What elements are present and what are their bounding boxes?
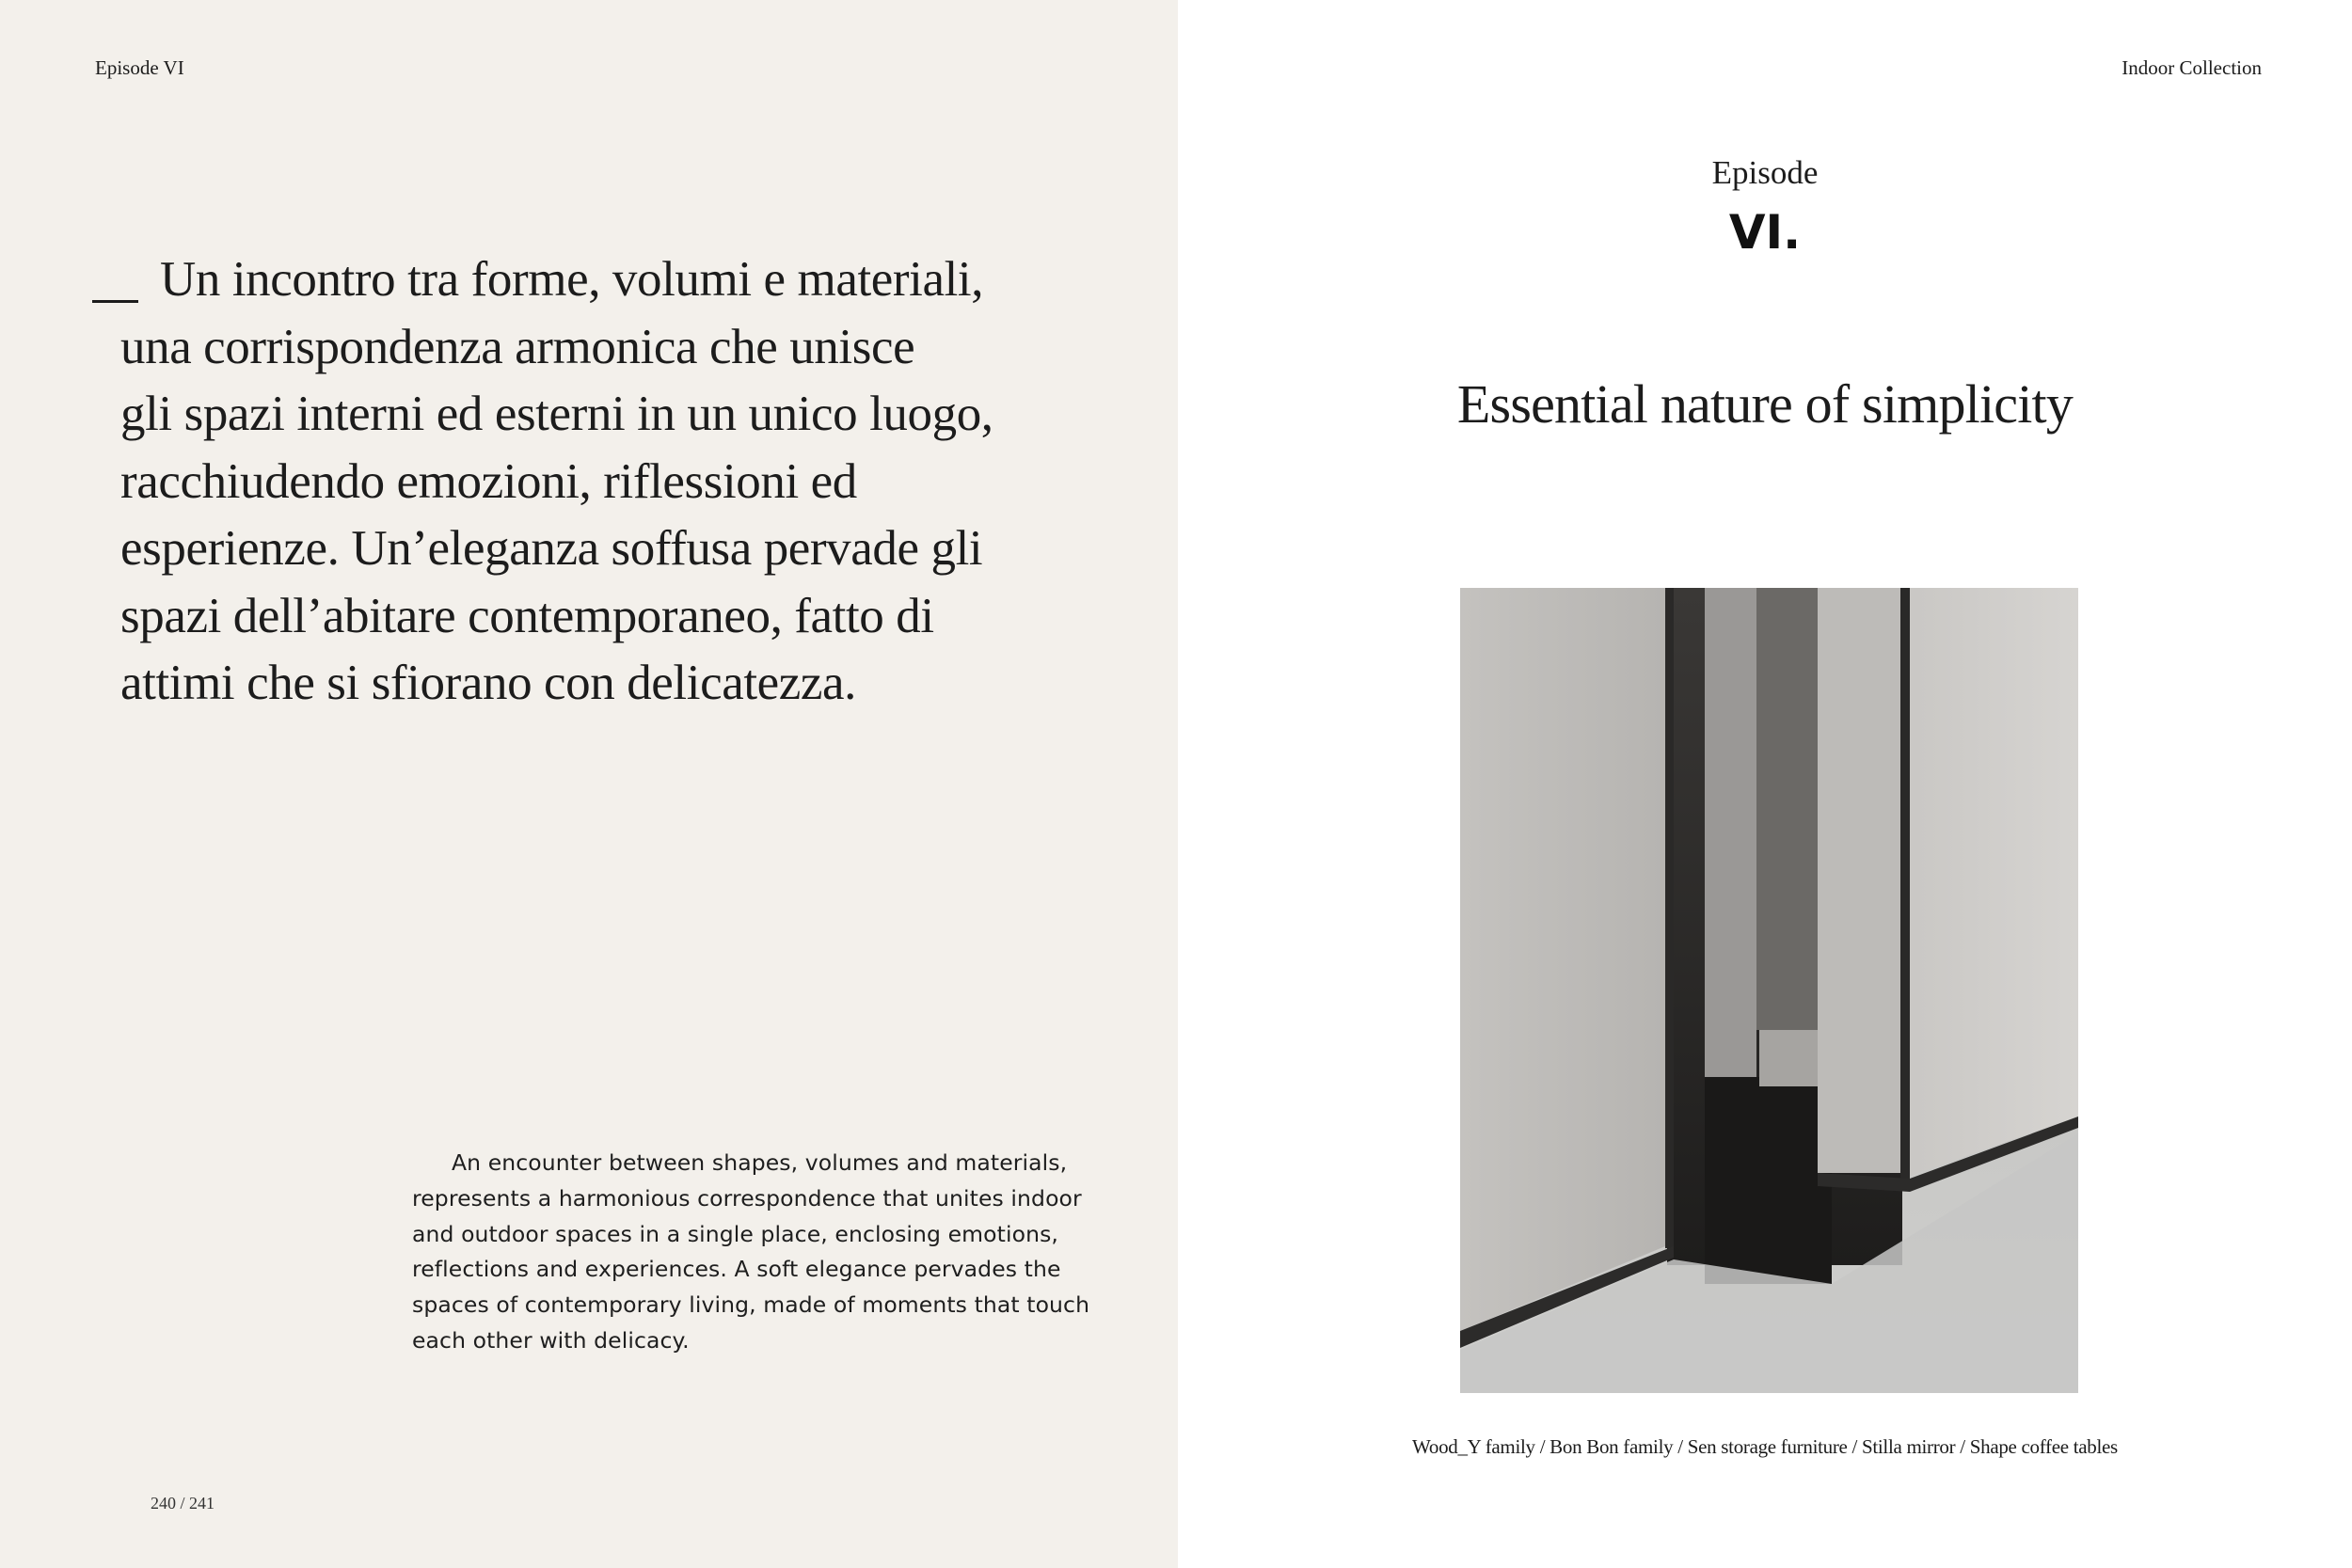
english-paragraph (412, 1146, 1089, 1359)
running-title-left: Episode VI (95, 56, 184, 79)
italian-line: una corrispondenza armonica che unisce (120, 319, 915, 374)
english-line: represents a harmonious correspondence that unites indoor (412, 1184, 1082, 1212)
quote-dash-decoration (92, 300, 138, 303)
episode-number: VI. (1728, 205, 1802, 260)
italian-quote (120, 246, 1061, 718)
english-line: each other with delicacy. (412, 1326, 690, 1354)
page-numbers: 240 / 241 (151, 1494, 215, 1513)
italian-line: gli spazi interni ed esterni in un unico luogo, (120, 387, 993, 441)
italian-line: racchiudendo emozioni, riflessioni ed (120, 453, 857, 509)
english-line: reflections and experiences. A soft elegance pervades the (412, 1256, 1061, 1283)
italian-line: attimi che si sfiorano con delicatezza. (120, 656, 856, 710)
image-caption: Wood_Y family / Bon Bon family / Sen storage furniture / Stilla mirror / Shape coffee tables (1412, 1435, 2118, 1458)
english-line: An encounter between shapes, volumes and materials, (452, 1149, 1068, 1176)
running-title-right: Indoor Collection (2122, 56, 2262, 79)
interior-photo (1460, 588, 2078, 1393)
italian-line: spazi dell’abitare contemporaneo, fatto di (120, 588, 934, 643)
english-line: spaces of contemporary living, made of moments that touch (412, 1291, 1090, 1319)
italian-line: esperienze. Un’eleganza soffusa pervade gli (120, 521, 983, 576)
chapter-subtitle: Essential nature of simplicity (1456, 373, 2074, 435)
english-line: and outdoor spaces in a single place, enclosing emotions, (412, 1220, 1058, 1247)
episode-label: Episode (1711, 154, 1819, 191)
italian-line: Un incontro tra forme, volumi e materiali, (160, 252, 984, 307)
